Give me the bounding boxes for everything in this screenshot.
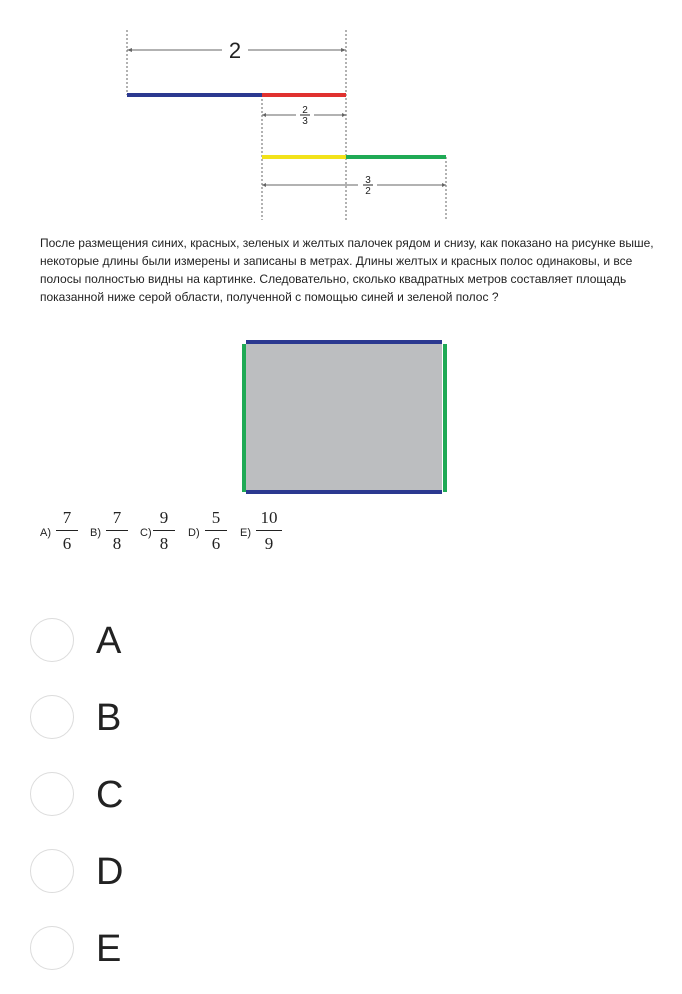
stick-diagram <box>0 0 682 225</box>
denominator: 6 <box>211 534 221 553</box>
answer-choices <box>40 508 340 560</box>
fraction-bar <box>205 530 227 531</box>
answer-fraction <box>56 508 78 554</box>
answer-letter: A) <box>40 527 51 539</box>
fraction-bar <box>153 530 175 531</box>
denominator: 6 <box>62 534 72 553</box>
numerator: 5 <box>211 508 221 527</box>
dimension-label-2: 2 <box>228 38 242 63</box>
answer-letter: D) <box>188 527 200 539</box>
gray-area <box>246 342 442 492</box>
numerator: 10 <box>260 508 278 527</box>
answer-fraction <box>153 508 175 554</box>
fraction-bar <box>56 530 78 531</box>
denominator: 9 <box>264 534 274 553</box>
radio-button[interactable] <box>30 849 74 893</box>
option-label: C <box>96 774 124 816</box>
answer-fraction <box>205 508 227 554</box>
answer-letter: C) <box>140 527 152 539</box>
arrow-head-red-right <box>342 113 346 117</box>
denominator: 8 <box>112 534 122 553</box>
option-label: E <box>96 928 122 970</box>
numerator: 9 <box>159 508 169 527</box>
option-label: B <box>96 697 122 739</box>
option-c[interactable] <box>30 772 230 818</box>
option-b[interactable] <box>30 695 230 741</box>
gray-area-figure <box>0 338 682 498</box>
answer-fraction <box>106 508 128 554</box>
option-label: A <box>96 620 122 662</box>
arrow-head-right <box>341 48 346 52</box>
option-label: D <box>96 851 124 893</box>
option-e[interactable] <box>30 926 230 972</box>
fraction-bar <box>106 530 128 531</box>
fraction-green-denominator: 2 <box>365 186 371 197</box>
arrow-head-green-right <box>442 183 446 187</box>
answer-letter: E) <box>240 527 251 539</box>
fraction-red-denominator: 3 <box>302 116 308 127</box>
arrow-head-green-left <box>262 183 266 187</box>
answer-fraction <box>256 508 282 554</box>
fraction-green-numerator: 3 <box>365 175 371 186</box>
fraction-red-numerator: 2 <box>302 105 308 116</box>
question-text: После размещения синих, красных, зеленых и желтых палочек рядом и снизу, как показано на рисунке выше, некоторые длины были измерены и записаны в метрах. Длины желтых и красных полос одинаковы, и все полосы полностью видны на картинке. Следовательно, сколько квадратных метров составляет площадь показанной ниже серой области, полученной с помощью синей и зеленой полос ? <box>40 236 654 304</box>
numerator: 7 <box>112 508 122 527</box>
fraction-bar <box>256 530 282 531</box>
radio-button[interactable] <box>30 618 74 662</box>
answer-letter: B) <box>90 527 101 539</box>
arrow-head-left <box>127 48 132 52</box>
option-a[interactable] <box>30 618 230 664</box>
radio-button[interactable] <box>30 926 74 970</box>
option-d[interactable] <box>30 849 230 895</box>
denominator: 8 <box>159 534 169 553</box>
numerator: 7 <box>62 508 72 527</box>
arrow-head-red-left <box>262 113 266 117</box>
radio-button[interactable] <box>30 772 74 816</box>
radio-button[interactable] <box>30 695 74 739</box>
